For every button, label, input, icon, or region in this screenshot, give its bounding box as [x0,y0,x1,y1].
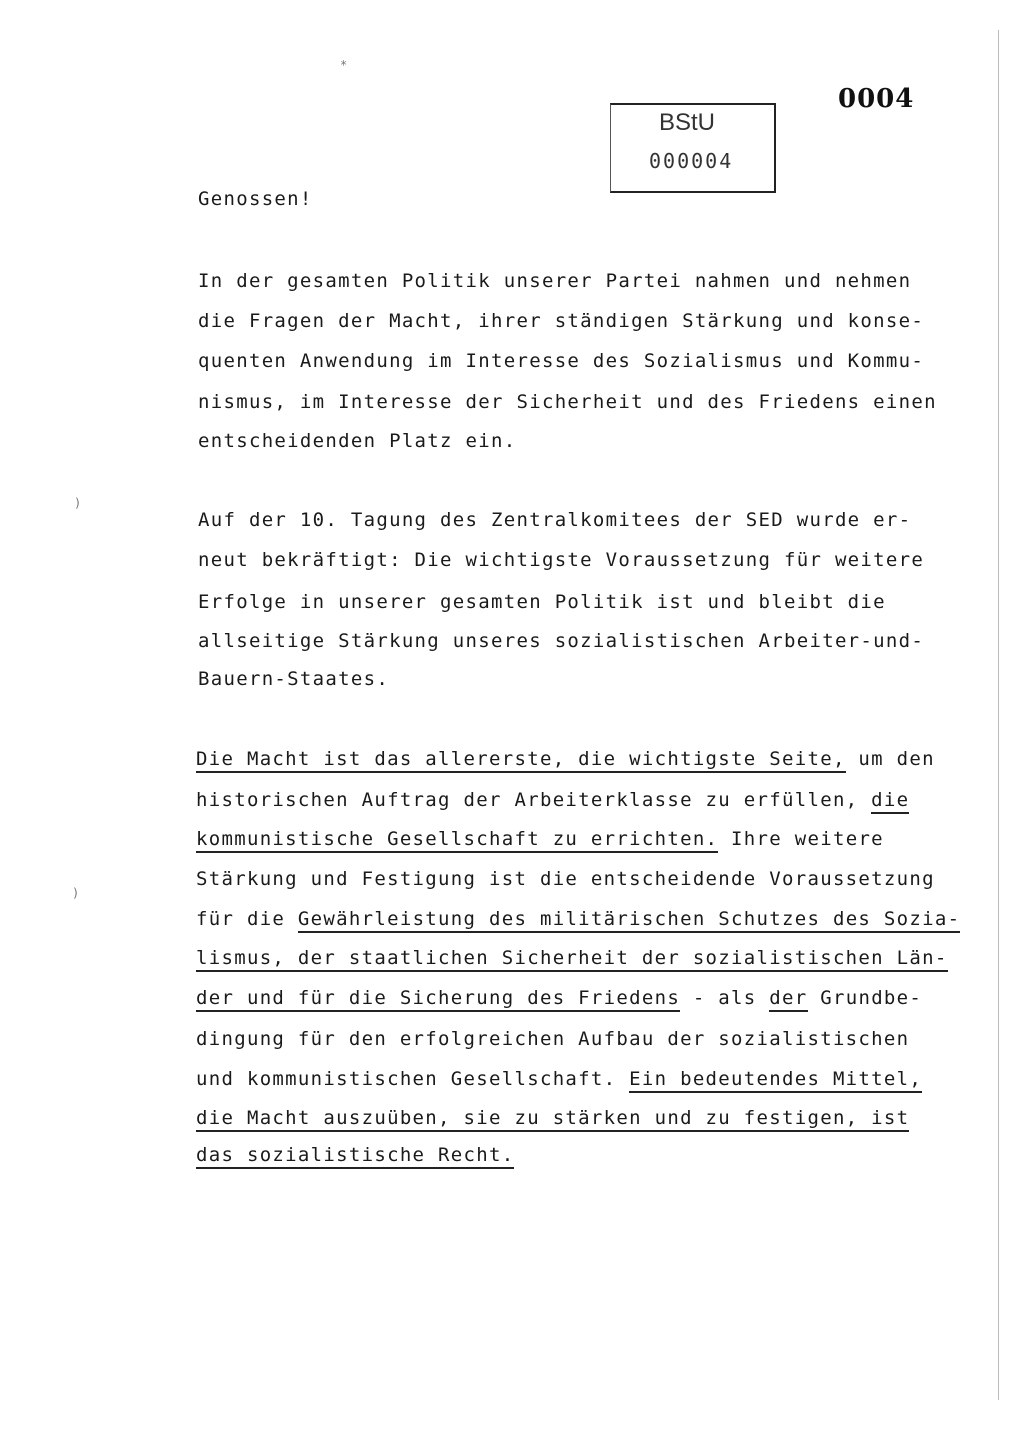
scan-speck: * [340,58,348,72]
text-segment: und kommunistischen Gesellschaft. [196,1068,630,1090]
text-segment: Grundbe- [807,987,923,1009]
underlined-text: kommunistische Gesellschaft zu errichten. [196,828,718,853]
stamp-number: 000004 [649,149,734,173]
paragraph-1-line-2 [198,309,924,333]
punch-hole-mark: ) [74,496,82,510]
paragraph-3-line-1 [196,747,935,771]
text-segment: Ihre weitere [718,828,884,850]
archive-stamp [610,103,776,193]
paragraph-1-line-4 [198,390,937,414]
text-segment: allseitige Stärkung unseres sozialistischen Arbeiter-und- [198,630,925,652]
text-segment: Bauern-Staates. [198,668,390,690]
text-segment: Auf der 10. Tagung des Zentralkomitees der SED wurde er- [198,509,912,531]
paragraph-2-line-2 [198,548,924,572]
paragraph-3-line-10 [196,1106,909,1130]
punch-hole-mark: ) [72,886,80,900]
paragraph-2-line-3 [198,590,886,614]
text-segment: entscheidenden Platz ein. [198,430,517,452]
paragraph-3-line-8 [196,1027,909,1051]
paragraph-1-line-3 [198,349,924,373]
text-segment: um den [845,748,935,770]
text-segment: für die [196,908,298,930]
page-number: 0004 [838,84,915,114]
text-segment: - als [680,987,770,1009]
paragraph-2-line-5 [198,667,389,691]
underlined-text: der [769,987,807,1012]
text-segment: nismus, im Interesse der Sicherheit und des Friedens einen [198,391,937,413]
text-segment: historischen Auftrag der Arbeiterklasse zu erfüllen, [196,789,872,811]
paragraph-3-line-11 [196,1143,514,1167]
underlined-text: der und für die Sicherung des Friedens [196,987,680,1012]
paragraph-2-line-1 [198,508,911,532]
underlined-text: Ein bedeutendes Mittel, [629,1068,922,1093]
underlined-text: das sozialistische Recht. [196,1144,514,1169]
paragraph-3-line-6 [196,946,948,970]
salutation: Genossen! [198,188,313,210]
paragraph-2-line-4 [198,629,924,653]
paragraph-3-line-4 [196,867,935,891]
page-edge [998,30,999,1400]
text-segment: neut bekräftigt: Die wichtigste Voraussetzung für weitere [198,549,925,571]
text-segment: Stärkung und Festigung ist die entscheidende Voraussetzung [196,868,935,890]
text-segment: dingung für den erfolgreichen Aufbau der sozialistischen [196,1028,910,1050]
underlined-text: die [871,789,909,814]
paragraph-3-line-7 [196,986,922,1010]
underlined-text: Die Macht ist das allererste, die wichtigste Seite, [196,748,846,773]
paragraph-1-line-1 [198,269,911,293]
underlined-text: die Macht auszuüben, sie zu stärken und zu festigen, ist [196,1107,909,1132]
text-segment: quenten Anwendung im Interesse des Sozialismus und Kommu- [198,350,925,372]
paragraph-3-line-2 [196,788,909,812]
text-segment: In der gesamten Politik unserer Partei nahmen und nehmen [198,270,912,292]
underlined-text: Gewährleistung des militärischen Schutzes des Sozia- [298,908,960,933]
paragraph-3-line-5 [196,907,960,931]
paragraph-3-line-9 [196,1067,922,1091]
underlined-text: lismus, der staatlichen Sicherheit der sozialistischen Län- [196,947,948,972]
stamp-title: BStU [659,109,716,136]
text-segment: die Fragen der Macht, ihrer ständigen Stärkung und konse- [198,310,925,332]
paragraph-1-line-5 [198,429,516,453]
text-segment: Erfolge in unserer gesamten Politik ist und bleibt die [198,591,886,613]
paragraph-3-line-3 [196,827,884,851]
